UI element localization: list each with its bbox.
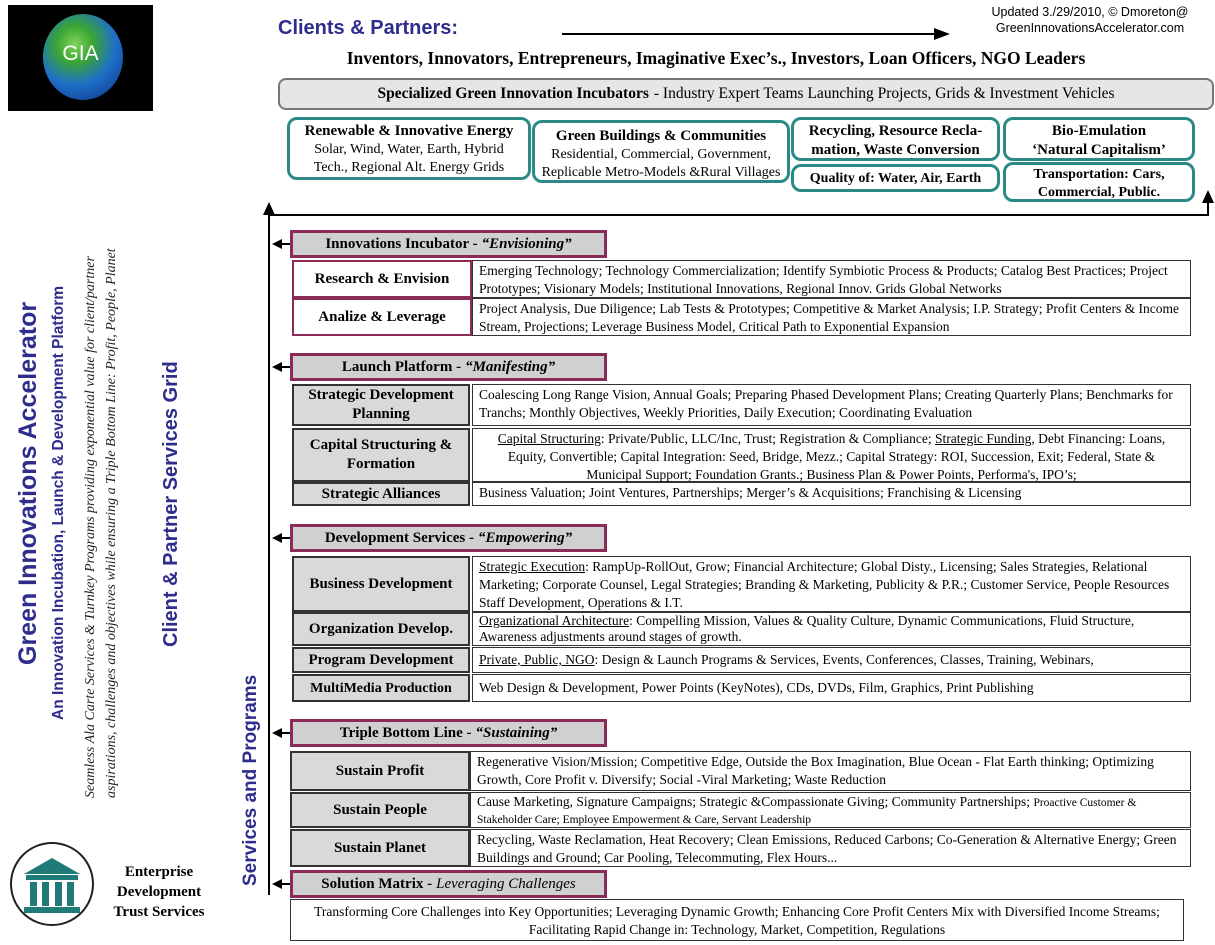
incubator-box-transportation [1003,162,1195,202]
edt-label [95,862,223,922]
bank-building-icon [10,842,94,926]
section-name: Launch Platform - [341,358,462,375]
side-description-line-1: Seamless Ala Carte Services & Turnkey Programs providing exponential value for client/partner [83,256,98,798]
row-desc [472,428,1191,482]
row-label: Sustain People [290,792,470,828]
section-tag: “Sustaining” [475,724,558,741]
section-header-development-services [290,524,607,552]
box-title: mation, Waste Conversion [811,142,980,158]
row-label: MultiMedia Production [292,674,470,702]
section-tag: “Envisioning” [481,235,572,252]
section-tag: Leveraging Challenges [436,875,576,892]
side-subtitle: An Innovation Incubation, Launch & Development Platform [50,285,67,720]
row-desc-underlined: Strategic Execution [479,559,586,574]
row-desc-underlined: Organizational Architecture [479,613,630,628]
row-desc-text: : Compelling Mission, Values & Quality Culture, Dynamic Communications, Fluid Structure, Awareness adjustments around stages of growth. [479,613,1135,644]
row-desc [472,612,1191,646]
section-name: Innovations Incubator - [325,235,478,252]
box-title: Recycling, Resource Recla- [808,123,983,139]
section-header-innovations-incubator [290,230,607,258]
row-desc: Project Analysis, Due Diligence; Lab Tests & Prototypes; Competitive & Market Analysis; I.P. Strategy; Profit Centers & Income Stream, Projections; Leverage Business Model, Critical Path to Exponential Expansion [472,298,1191,336]
left-arrow-icon [272,533,282,543]
row-label: Program Development [292,647,470,673]
left-arrow-icon [272,239,282,249]
arrow-line [562,33,936,35]
row-desc: Web Design & Development, Power Points (KeyNotes), CDs, DVDs, Film, Graphics, Print Publishing [472,674,1191,702]
updated-line: Updated 3./29/2010, © Dmoreton@ [991,5,1189,19]
row-desc [472,556,1191,612]
row-desc [470,792,1191,828]
row-label: Organization Develop. [292,612,470,646]
row-label: Business Development [292,556,470,612]
box-title: Commercial, Public. [1037,185,1161,200]
box-line: Replicable Metro-Models &Rural Villages [541,165,781,180]
box-title: ‘Natural Capitalism’ [1032,142,1166,158]
row-desc-underlined: Private, Public, NGO [479,652,595,667]
row-desc-text: , Debt Financing: Loans, Equity, Convertible; Capital Integration: Seed, Bridge, Mezz.; Capital Strategy: ROI, Succession, Exit; Federal, State & Municipal Support; Foundation Grants.; Business Plan & Power Points, Performa's, IPO’s; [507,431,1166,482]
left-arrow-icon [272,362,282,372]
edt-line: Trust Services [113,904,205,920]
row-label: Capital Structuring & Formation [292,428,470,482]
incubators-banner [278,78,1214,110]
row-label: Research & Envision [292,260,472,298]
up-arrow-icon [263,202,275,215]
connector-line [268,214,270,895]
row-desc: Regenerative Vision/Mission; Competitive Edge, Outside the Box Imagination, Blue Ocean - Flat Earth thinking; Optimizing Growth, Core Profit v. Diversify; Social -Viral Marketing; Waste Reduction [470,751,1191,791]
row-desc-text: : Design & Launch Programs & Services, Events, Conferences, Classes, Training, Webinars, [594,652,1094,667]
updated-line: GreenInnovationsAccelerator.com [995,21,1185,35]
incubator-box-energy [287,117,531,180]
edt-line: Development [116,884,202,900]
row-desc-underlined: Capital Structuring [497,431,601,446]
row-desc-text: Cause Marketing, Signature Campaigns; Strategic &Compassionate Giving; Community Partnerships; [477,794,1034,809]
row-label: Strategic Development Planning [292,384,470,426]
incubator-box-buildings [532,120,790,183]
right-arrow-icon [934,28,950,40]
side-description-line-2: aspirations, challenges and objectives while ensuring a Triple Bottom Line: Profit, People, Planet [104,248,119,798]
row-desc-text: : RampUp-RollOut, Grow; Financial Architecture; Global Disty., Licensing; Sales Strategies, Relational Marketing; Corporate Counsel, Legal Strategies; Branding & Marketing, Publicity & P.R.; Customer Service, People Resources Staff Development, Operations & I.T. [479,559,1170,610]
connector-line [268,214,1208,216]
left-arrow-icon [272,879,282,889]
up-arrow-icon [1202,190,1214,203]
section-tag: “Manifesting” [465,358,556,375]
edt-line: Enterprise [124,864,194,880]
gia-logo [8,5,153,111]
row-desc-underlined: Strategic Funding [934,431,1032,446]
row-desc-small: Proactive Customer & Stakeholder Care; Employee Empowerment & Care, Servant Leadership [477,797,1137,826]
section-header-triple-bottom-line [290,719,607,747]
section-tag: “Empowering” [477,529,573,546]
incubators-title: Specialized Green Innovation Incubators [377,85,649,102]
box-title: Renewable & Innovative Energy [304,123,514,139]
incubators-desc: - Industry Expert Teams Launching Projects, Grids & Investment Vehicles [653,85,1115,102]
row-label: Analize & Leverage [292,298,472,336]
box-title: Bio-Emulation [1051,123,1147,139]
row-label: Strategic Alliances [292,482,470,506]
side-title: Green Innovations Accelerator [14,301,42,665]
clients-title: Clients & Partners: [278,17,459,39]
updated-note [970,4,1210,36]
services-label: Services and Programs [240,674,261,886]
section-header-solution-matrix [290,870,607,898]
section-name: Development Services - [324,529,474,546]
solution-matrix-desc: Transforming Core Challenges into Key Opportunities; Leveraging Dynamic Growth; Enhancing Core Profit Centers Mix with Diversified Income Streams; Facilitating Rapid Change in: Technology, Market, Competition, Regulations [290,899,1184,941]
incubator-box-recycling [791,117,1000,161]
box-title: Transportation: Cars, [1033,167,1165,182]
row-label: Sustain Profit [290,751,470,791]
grid-title: Client & Partner Services Grid [160,361,182,647]
section-header-launch-platform [290,353,607,381]
row-label: Sustain Planet [290,829,470,867]
box-title: Green Buildings & Communities [555,128,767,144]
row-desc-text: : Private/Public, LLC/Inc, Trust; Registration & Compliance; [600,431,935,446]
row-desc: Business Valuation; Joint Ventures, Partnerships; Merger’s & Acquisitions; Franchising & Licensing [472,482,1191,506]
row-desc: Emerging Technology; Technology Commercialization; Identify Symbiotic Process & Products; Catalog Best Practices; Project Prototypes; Visionary Models; Institutional Innovations, Regional Innov. Grids Global Networks [472,260,1191,298]
box-line: Residential, Commercial, Government, [551,147,771,162]
left-arrow-icon [272,728,282,738]
incubator-box-bio-emulation [1003,117,1195,161]
incubator-box-quality [791,164,1000,192]
box-title: Quality of: Water, Air, Earth [809,171,982,186]
logo-text: GIA [62,42,99,65]
box-line: Solar, Wind, Water, Earth, Hybrid [314,142,504,157]
section-name: Solution Matrix - [321,875,433,892]
clients-list: Inventors, Innovators, Entrepreneurs, Imaginative Exec’s., Investors, Loan Officers, NGO Leaders [346,48,1086,68]
row-desc: Coalescing Long Range Vision, Annual Goals; Preparing Phased Development Plans; Creating Quarterly Plans; Benchmarks for Tranchs; Monthly Objectives, Weekly Priorities, Daily Execution; Coordinating Evaluation [472,384,1191,426]
section-name: Triple Bottom Line - [339,724,472,741]
box-line: Tech., Regional Alt. Energy Grids [313,160,505,175]
row-desc [472,647,1191,673]
row-desc: Recycling, Waste Reclamation, Heat Recovery; Clean Emissions, Reduced Carbons; Co-Generation & Alternative Energy; Green Buildings and Ground; Car Pooling, Telecommuting, Flex Hours... [470,829,1191,867]
